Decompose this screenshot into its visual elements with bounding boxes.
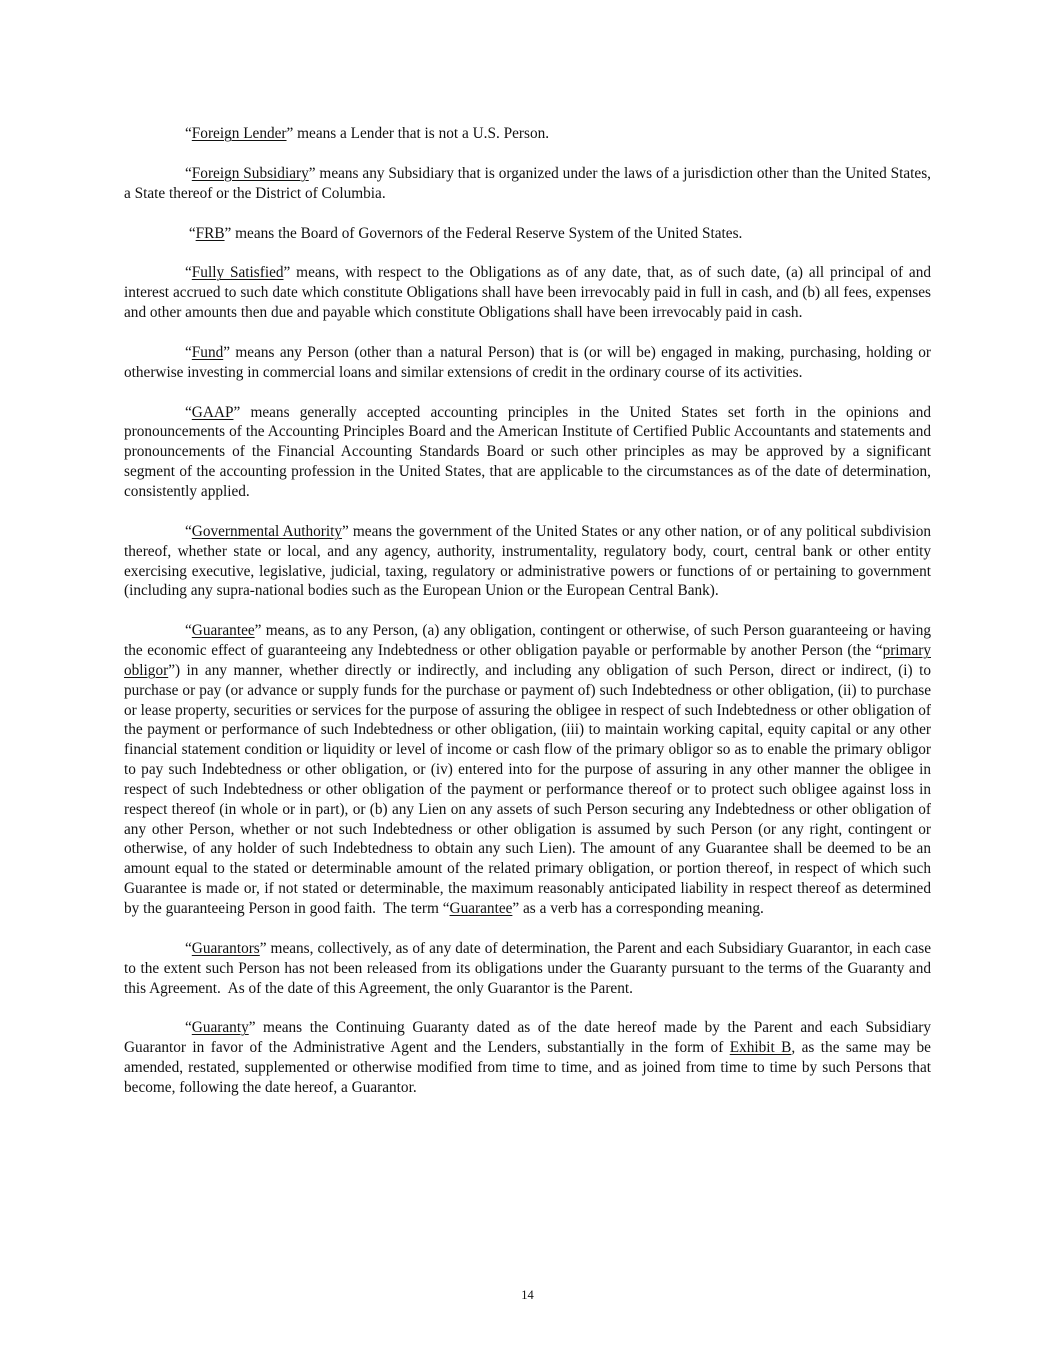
definition-fund: “Fund” means any Person (other than a natural Person) that is (or will be) engaged in making, purchasing, holding or otherwise investing in commercial loans and similar extensions of credit in the ordinary course of its activities.	[124, 343, 931, 381]
defined-term: Fund	[191, 343, 224, 361]
definition-foreign-subsidiary: “Foreign Subsidiary” means any Subsidiary that is organized under the laws of a jurisdiction other than the United States, a State thereof or the District of Columbia.	[124, 164, 931, 202]
definition-guaranty: “Guaranty” means the Continuing Guaranty dated as of the date hereof made by the Parent and each Subsidiary Guarantor in favor of the Administrative Agent and the Lenders, substantially in the form of Exhibit B, as the same may be amended, restated, supplemented or otherwise modified from time to time, and as joined from time to time by such Persons that become, following the date hereof, a Guarantor.	[124, 1019, 931, 1096]
defined-term: Guarantee	[191, 622, 255, 640]
definition-guarantee: “Guarantee” means, as to any Person, (a) any obligation, contingent or otherwise, of such Person guaranteeing or having the economic effect of guaranteeing any Indebtedness or other obligation payable or performable by another Person (the “primary obligor”) in any manner, whether directly or indirectly, and including any obligation of such Person, direct or indirect, (i) to purchase or pay (or advance or supply funds for the purchase or payment of) such Indebtedness or other obligation, (ii) to purchase or lease property, securities or services for the purpose of assuring the obligee in respect of such Indebtedness or other obligation of the payment or performance of such Indebtedness or other obligation, (iii) to maintain working capital, equity capital or any other financial statement condition or liquidity or level of income or cash flow of the primary obligor so as to enable the primary obligor to pay such Indebtedness or other obligation, or (iv) entered into for the purpose of assuring in any other manner the obligee in respect of such Indebtedness or other obligation of the payment or performance thereof or to protect such obligee against loss in respect thereof (in whole or in part), or (b) any Lien on any assets of such Person securing any Indebtedness or other obligation of any other Person, whether or not such Indebtedness or other obligation is assumed by such Person (or any right, contingent or otherwise, of any holder of such Indebtedness to obtain any such Lien). The amount of any Guarantee shall be deemed to be an amount equal to the stated or determinable amount of the related primary obligation, or portion thereof, in respect of which such Guarantee is made or, if not stated or determinable, the maximum reasonably anticipated liability in respect thereof as determined by the guaranteeing Person in good faith. The term “Guarantee” as a verb has a corresponding meaning.	[124, 622, 935, 917]
definition-gaap: “GAAP” means generally accepted accounting principles in the United States set forth in the opinions and pronouncements of the Accounting Principles Board and the American Institute of Certified Public Accountants and statements and pronouncements of the Financial Accounting Standards Board or such other principles as may be approved by a significant segment of the accounting profession in the United States, that are applicable to the circumstances as of the date of determination, consistently applied.	[124, 403, 931, 500]
definition-foreign-lender: “Foreign Lender” means a Lender that is not a U.S. Person.	[185, 125, 550, 142]
exhibit-reference: Exhibit B	[729, 1039, 792, 1057]
defined-term: FRB	[195, 224, 225, 242]
defined-term: Guaranty	[191, 1019, 249, 1037]
defined-term: Guarantee	[449, 900, 513, 917]
definition-fully-satisfied: “Fully Satisfied” means, with respect to the Obligations as of any date, that, as of such date, (a) all principal of and interest accrued to such date which constitute Obligations shall have been irrevocably paid in full in cash, and (b) all fees, expenses and other amounts then due and payable which constitute Obligations shall have been irrevocably paid in cash.	[124, 264, 931, 322]
definition-guarantors: “Guarantors” means, collectively, as of any date of determination, the Parent and each Subsidiary Guarantor, in each case to the extent such Person has not been released from its obligations under the Guaranty pursuant to the terms of the Guaranty and this Agreement. As of the date of this Agreement, the only Guarantor is the Parent.	[124, 939, 935, 997]
defined-term: Fully Satisfied	[191, 264, 284, 282]
definition-frb: “FRB” means the Board of Governors of the Federal Reserve System of the United States.	[185, 224, 743, 242]
defined-term: Governmental Authority	[191, 522, 343, 540]
document-page	[124, 124, 935, 1118]
defined-term: Foreign Subsidiary	[191, 164, 309, 182]
defined-term: Foreign Lender	[191, 125, 287, 142]
page-number: 14	[521, 1288, 534, 1302]
defined-term-primary-obligor: primary obligor	[124, 642, 931, 679]
definition-governmental-authority: “Governmental Authority” means the government of the United States or any other nation, or of any political subdivision thereof, whether state or local, and any agency, authority, instrumentality, regulatory body, court, central bank or other entity exercising executive, legislative, judicial, taxing, regulatory or administrative powers or functions of or pertaining to government (including any supra-national bodies such as the European Union or the European Central Bank).	[124, 522, 931, 600]
defined-term: Guarantors	[191, 939, 260, 957]
defined-term: GAAP	[191, 403, 234, 421]
